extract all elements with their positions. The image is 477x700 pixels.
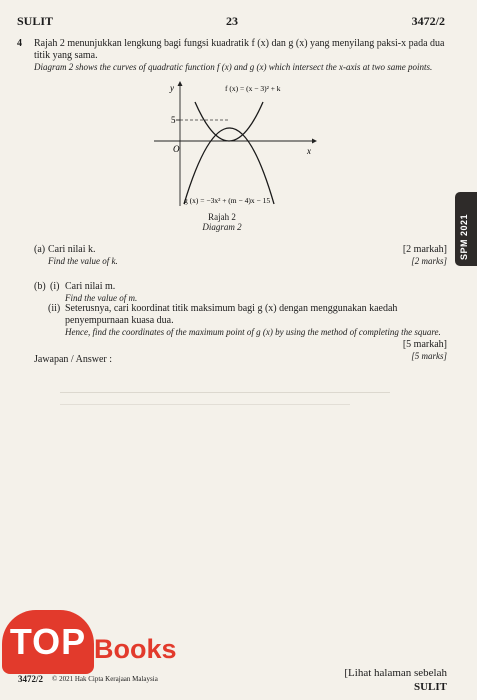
spm-side-tab	[455, 192, 477, 266]
topbooks-logo-text: Books	[94, 634, 177, 664]
diagram-caption-malay: Rajah 2	[208, 212, 236, 222]
g-curve	[184, 128, 274, 204]
part-b-i-english: Find the value of m.	[65, 293, 138, 303]
footer-sulit: SULIT	[413, 681, 447, 693]
part-a-marks-malay: [2 markah]	[402, 244, 447, 255]
part-b-i-malay: Cari nilai m.	[65, 281, 116, 292]
y-axis-arrow	[178, 81, 183, 86]
quadratic-diagram	[150, 76, 320, 211]
part-b-label: (b)	[34, 281, 46, 292]
part-b-ii-label: (ii)	[48, 303, 61, 314]
footer-code: 3472/2	[18, 674, 44, 684]
question-text-english: Diagram 2 shows the curves of quadratic function f (x) and g (x) which intersect the x-axis at two same points.	[34, 62, 433, 72]
show-through-line	[60, 392, 390, 393]
header-sulit: SULIT	[17, 14, 54, 28]
page-number: 23	[226, 14, 238, 28]
part-b-ii-malay: Seterusnya, cari koordinat titik maksimum bagi g (x) dengan menggunakan kaedah penyempurnaan kuasa dua.	[65, 303, 398, 326]
x-axis-label: x	[307, 146, 311, 156]
part-b-i-label: (i)	[50, 281, 60, 292]
diagram-caption-english: Diagram 2	[202, 222, 242, 232]
x-axis-arrow	[312, 139, 317, 144]
question-text-malay: Rajah 2 menunjukkan lengkung bagi fungsi kuadratik f (x) dan g (x) yang menyilang paksi-x pada dua titik yang sama.	[34, 38, 445, 61]
question-number: 4	[17, 38, 22, 49]
topbooks-logo: TOP	[2, 610, 94, 674]
y-tick-label: 5	[171, 115, 176, 125]
part-a-label: (a)	[34, 244, 46, 255]
footer-next-page: [Lihat halaman sebelah	[344, 667, 447, 679]
f-function-label: f (x) = (x − 3)² + k	[225, 84, 281, 93]
f-curve	[195, 102, 263, 141]
origin-label: O	[173, 144, 180, 154]
part-b-marks-english: [5 marks]	[411, 351, 447, 361]
answer-label: Jawapan / Answer :	[34, 354, 113, 365]
part-a-malay: Cari nilai k.	[48, 244, 96, 255]
part-a-english: Find the value of k.	[48, 256, 118, 266]
y-axis-label: y	[170, 83, 174, 93]
part-b-marks-malay: [5 markah]	[402, 339, 447, 350]
g-function-label: g (x) = −3x² + (m − 4)x − 15	[184, 196, 271, 205]
part-a-marks-english: [2 marks]	[411, 256, 447, 266]
footer-copyright: © 2021 Hak Cipta Kerajaan Malaysia	[52, 675, 158, 683]
paper-code: 3472/2	[411, 14, 445, 28]
show-through-line	[60, 404, 350, 405]
side-tab-label: SPM 2021	[459, 213, 469, 260]
part-b-ii-english: Hence, find the coordinates of the maximum point of g (x) by using the method of completing the square.	[65, 327, 441, 337]
